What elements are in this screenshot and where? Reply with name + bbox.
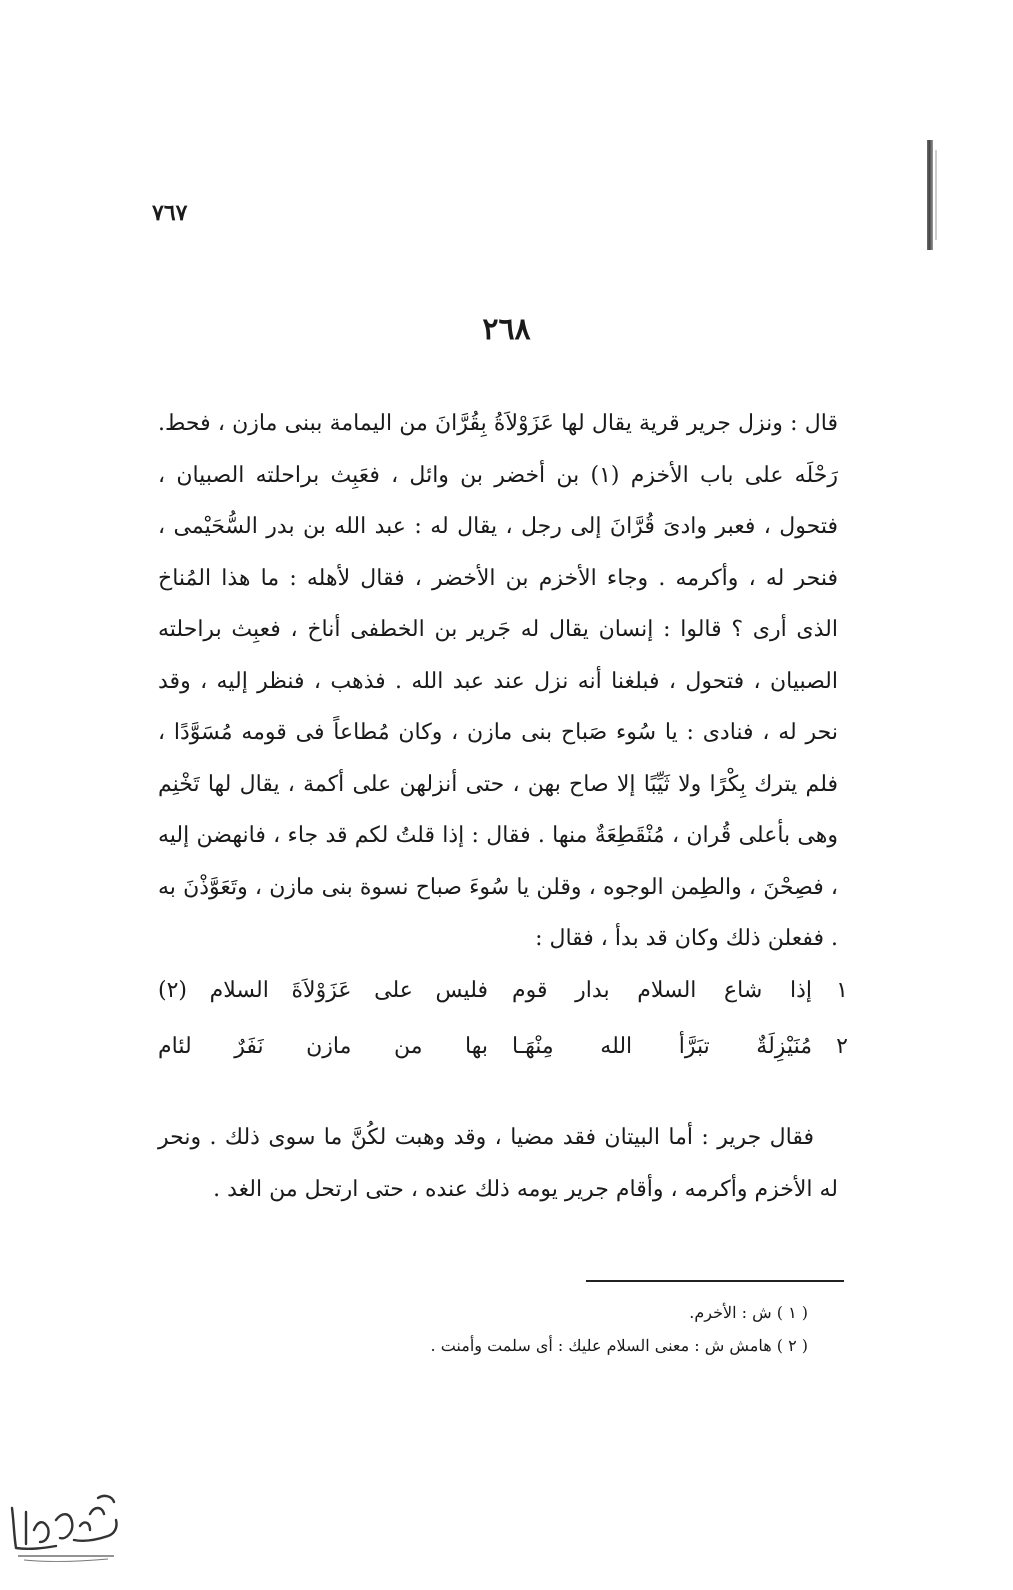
footnote-separator bbox=[586, 1280, 844, 1282]
verse-line bbox=[158, 1034, 848, 1090]
main-paragraph bbox=[158, 398, 838, 965]
verse-line bbox=[158, 978, 848, 1034]
footnote-1: ( ١ ) ش : الأخرم. bbox=[689, 1303, 808, 1322]
main-paragraph-text: قال : ونزل جرير قرية يقال لها عَزَوْلاَةُ بِقُرَّانَ من اليمامة ببنى مازن ، فحط. رَحْلَه على باب الأخزم (١) بن أخضر بن وائل ، فعَبِث براحلته الصبيان ، فتحول ، فعبر وادىَ قُرَّانَ إلى رجل ، يقال له : عبد الله بن بدر السُّحَيْمى ، فنحر له ، وأكرمه . وجاء الأخزم بن الأخضر ، فقال لأهله : ما هذا المُناخ الذى أرى ؟ قالوا : إنسان يقال له جَرير بن الخطفى أناخ ، فعبِث براحلته الصبيان ، فتحول ، فبلغنا أنه نزل عند عبد الله . فذهب ، فنظر إليه ، وقد نحر له ، فنادى : يا سُوء صَباح بنى مازن ، وكان مُطاعاً فى قومه مُسَوَّدًا ، فلم يترك بِكْرًا ولا ثَيِّبًا إلا صاح بهن ، حتى أنزلهن على أكمة ، يقال لها تَخْنِم وهى بأعلى قُران ، مُنْقَطِعَةٌ منها . فقال : إذا قلتُ لكم قد جاء ، فانهضن إليه ، فصِحْنَ ، والطِمن الوجوه ، وقلن يا سُوءَ صباح نسوة بنى مازن ، وتَعَوَّذْنَ به . ففعلن ذلك وكان قد بدأ ، فقال : bbox=[158, 411, 838, 951]
closing-paragraph-text: فقال جرير : أما البيتان فقد مضيا ، وقد وهبت لكُنَّ ما سوى ذلك . ونحر له الأخزم وأكرمه ، وأقام جرير يومه ذلك عنده ، حتى ارتحل من الغد . bbox=[158, 1125, 838, 1202]
verse-first-hemistich: مُنَيْزِلَةٌ تبَرَّأ الله مِنْهَـا bbox=[512, 1034, 812, 1059]
section-number: ٢٦٨ bbox=[482, 312, 531, 347]
poem-verses bbox=[158, 978, 848, 1090]
closing-paragraph bbox=[158, 1112, 838, 1215]
footnotes bbox=[300, 1296, 808, 1362]
scan-edge-mark bbox=[927, 140, 933, 250]
scan-edge-mark-thin bbox=[935, 150, 937, 240]
footnote-2: ( ٢ ) هامش ش : معنى السلام عليك : أى سلمت وأمنت . bbox=[430, 1336, 808, 1355]
verse-second-hemistich: فليس على عَزَوْلاَةَ السلام (٢) bbox=[158, 978, 488, 1003]
verse-number: ٢ bbox=[836, 1034, 848, 1059]
verse-number: ١ bbox=[836, 978, 848, 1003]
verse-first-hemistich: إذا شاع السلام بدار قوم bbox=[512, 978, 812, 1003]
verse-second-hemistich: بها من مازن نَفَرٌ لئام bbox=[158, 1034, 488, 1059]
library-stamp-logo bbox=[4, 1490, 128, 1566]
page-number: ٧٦٧ bbox=[152, 200, 188, 226]
